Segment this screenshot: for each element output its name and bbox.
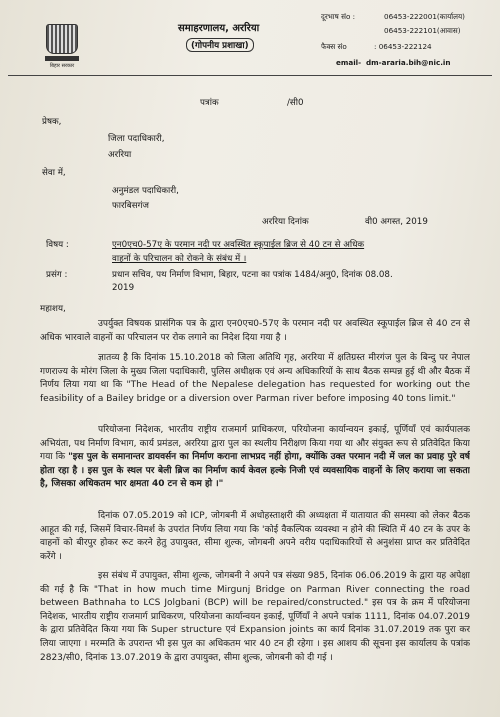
- paragraph-3-quote: "इस पुल के समानान्तर डायवर्सन का निर्माण कराना लाभप्रद नहीं होगा, क्योंकि उक्त परमान नदी में जल का प्रवाह पुरे वर्ष होता रहा है । इस पुल के स्थल पर बेली ब्रिज का निर्माण कार्य केवल हल्के निजी एवं व्यवसायिक वाहनों के लिए कराया जा सकता है, जिसका अधिकतम भार क्षमता 40 टन से कम हो ।": [40, 452, 470, 490]
- subject-line-2: वाहनों के परिचालन को रोकने के संबंध में ।: [112, 254, 247, 264]
- bihar-emblem-icon: बिहार सरकार: [44, 24, 80, 72]
- sender-designation: जिला पदाधिकारी,: [108, 134, 165, 144]
- reference-line-1: प्रधान सचिव, पथ निर्माण विभाग, बिहार, पटना का पत्रांक 1484/अनु0, दिनांक 08.08.: [112, 270, 393, 280]
- subject-label: विषय :: [46, 240, 69, 250]
- paragraph-2-text: ज्ञातव्य है कि दिनांक 15.10.2018 को जिला अतिथि गृह, अररिया में क्षतिग्रस्त मीरगंज पुल के बिन्दु पर नेपाल गणराज्य के मोरंग जिला के मुख्य जिला पदाधिकारी, पुलिस अधीक्षक एवं अन्य अधिकारियों के साथ बैठक सम्पन्न हुई थी और बैठक में निर्णय लिया गया था कि: [40, 353, 470, 391]
- paragraph-1: [40, 318, 470, 346]
- paragraph-5-followup: इस पत्र के क्रम में परियोजना निदेशक, भारतीय राष्ट्रीय राजमार्ग प्राधिकरण, परियोजना कार्यान्वयन इकाई, पूर्णियाँ ने अपने पत्रांक 1111, दिनांक 04.07.2019 के द्वारा प्रतिवेदित किया गया कि Super structure एवं Expansion joints का कार्य दिनांक 31.07.2019 तक पुरा कर लिया जाएगा । मरम्मति के उपरान्त भी इस पुल का अधिकतम भार 40 टन ही रहेगा । इस आशय की सूचना इस कार्यालय के पत्रांक 2823/सी0, दिनांक 13.07.2019 के द्वारा उपायुक्त, सीमा शुल्क, जोगबनी को दी गई ।: [40, 598, 470, 663]
- sender-place: अररिया: [108, 150, 132, 160]
- phone-residence: 06453-222101(आवास): [384, 26, 461, 35]
- paragraph-3: [40, 424, 470, 508]
- paragraph-2: [40, 352, 470, 422]
- paragraph-4-text: दिनांक 07.05.2019 को ICP, जोगबनी में अधोहस्ताक्षरी की अध्यक्षता में यातायात की समस्या को लेकर बैठक आहूत की गई, जिसमें विचार-विमर्श के उपरांत निर्णय लिया गया कि 'कोई वैकल्पिक व्यवस्था न होने की स्थिति में 40 टन के उपर के वाहनों को बीरपुर होकर रूट करने हेतु उपायुक्त, सीमा शुल्क, जोगबनी अपने वरीय पदाधिकारियों से अनुशंसा प्राप्त कर प्रतिवेदित करेंगे ।: [40, 511, 470, 562]
- subject-line-1: एन0एच0-57ए के परमान नदी पर अवस्थित स्कूपाईल ब्रिज से 40 टन से अधिक: [112, 240, 365, 250]
- email-address: dm-araria.bih@nic.in: [366, 58, 451, 67]
- paragraph-4: [40, 510, 470, 566]
- salutation: महाशय,: [40, 304, 66, 314]
- date-label: अररिया दिनांक: [262, 217, 309, 227]
- paragraph-1-text: उपर्युक्त विषयक प्रासंगिक पत्र के द्वारा एन0एच0-57ए के परमान नदी पर अवस्थित स्कूपाईल ब्रिज से 40 टन से अधिक भारवाले वाहनों का परिचालन पर रोक लगाने का निदेश दिया गया है ।: [40, 319, 470, 343]
- sender-label: प्रेषक,: [42, 117, 62, 127]
- email-label: email-: [336, 58, 362, 67]
- paragraph-5-text: इस संबंध में उपायुक्त, सीमा शुल्क, जोगबनी ने अपने पत्र संख्या 985, दिनांक 06.06.2019 के द्वारा यह अपेक्षा की गई है कि: [40, 571, 470, 595]
- fax-label: फैक्स संo: [321, 42, 347, 51]
- fax-number: : 06453-222124: [374, 42, 432, 51]
- paragraph-3-text: परियोजना निदेशक, भारतीय राष्ट्रीय राजमार्ग प्राधिकरण, परियोजना कार्यान्वयन इकाई, पूर्णियाँ एवं कार्यपालक अभियंता, पथ निर्माण विभाग, कार्य प्रमंडल, अररिया द्वारा पुल का स्थलीय निरीक्षण किया गया था और संयुक्त रूप से प्रतिवेदित किया गया कि: [40, 425, 470, 463]
- reference-label: प्रसंग :: [46, 270, 68, 280]
- paragraph-5-quote: "That in how much time Mirgunj Bridge on Parman River connecting the road between Bathnaha to LCS Jolgbani (BCP) will be repaired/constructed.": [40, 584, 470, 609]
- patrank-suffix: /सी0: [287, 98, 304, 108]
- recipient-place: फारबिसगंज: [112, 201, 149, 211]
- paragraph-2-quote: "The Head of the Nepalese delegation has requested for working out the feasibility of a Bailey bridge or a diversion over Parman river before imposing 40 tons limit.": [40, 380, 470, 404]
- header-rule: [8, 75, 492, 76]
- patrank-label: पत्रांक: [200, 98, 219, 108]
- recipient-designation: अनुमंडल पदाधिकारी,: [112, 186, 179, 196]
- recipient-label: सेवा में,: [42, 168, 66, 178]
- office-title: समाहरणालय, अररिया: [178, 23, 260, 34]
- reference-line-2: 2019: [112, 283, 135, 293]
- paragraph-5: [40, 570, 470, 710]
- phone-office: 06453-222001(कार्यालय): [384, 12, 465, 21]
- phone-label: दूरभाष संo :: [321, 12, 356, 21]
- date-value: वी0 अगस्त, 2019: [365, 217, 428, 227]
- confidential-section: (गोपनीय प्रशाखा): [186, 38, 254, 52]
